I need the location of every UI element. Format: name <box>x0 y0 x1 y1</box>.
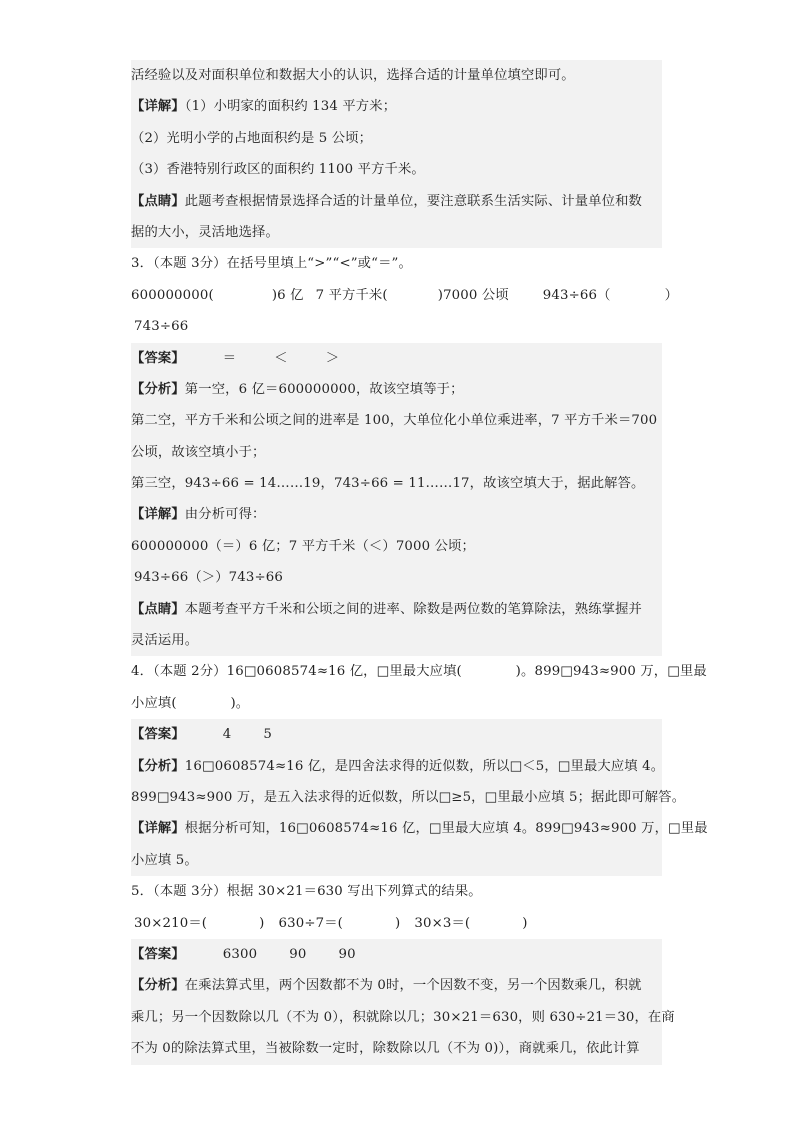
text: 第一空，6 亿＝600000000，故该空填等于； <box>184 381 464 397</box>
text: （2）光明小学的占地面积约是 5 公顷； <box>131 130 373 146</box>
text: ＜ <box>274 350 288 366</box>
detail-line <box>131 845 662 876</box>
detail-line <box>131 813 708 844</box>
text: 小应填 5。 <box>131 852 198 868</box>
answer-label: 【答案】 <box>131 946 185 962</box>
text: 5．（本题 3分）根据 30×21＝630 写出下列算式的结果。 <box>131 884 482 900</box>
text: ＞ <box>325 350 340 366</box>
text: 第三空，943÷66 = 14……19，743÷66 = 11……17，故该空填大于，据此解答。 <box>131 476 645 492</box>
analysis-line <box>131 1033 662 1064</box>
question-5-items <box>131 908 662 939</box>
text: 此题考查根据情景选择合适的计量单位，要注意联系生活实际、计量单位和数 <box>184 193 642 209</box>
text: 在乘法算式里，两个因数都不为 0时，一个因数不变，另一个因数乘几，积就 <box>184 978 642 994</box>
text: 90 <box>338 946 356 962</box>
analysis-label: 【分析】 <box>131 381 185 397</box>
text: ） <box>664 287 679 303</box>
text: 899□943≈900 万，是五入法求得的近似数，所以□≥5，□里最小应填 5；据此即可解答。 <box>131 789 686 805</box>
question-4-stem <box>131 656 707 687</box>
text: 5 <box>263 727 273 743</box>
question-4-stem <box>131 688 662 719</box>
analysis-line <box>131 751 665 782</box>
text: )6 亿 <box>271 287 304 303</box>
detail-label: 【详解】 <box>131 99 185 115</box>
comment-label: 【点睛】 <box>131 601 185 617</box>
text: 943÷66（＞）743÷66 <box>134 570 284 586</box>
text: 630÷7＝( <box>278 915 343 931</box>
analysis-line <box>131 405 662 436</box>
comment-label: 【点睛】 <box>131 193 185 209</box>
text: 90 <box>289 946 307 962</box>
analysis-line <box>131 782 686 813</box>
text: ) <box>522 915 528 931</box>
text: 灵活运用。 <box>131 633 199 649</box>
text: ) <box>259 915 265 931</box>
detail-line <box>131 499 662 530</box>
analysis-line <box>131 437 662 468</box>
text: 小应填( )。 <box>131 695 250 711</box>
comment-line <box>131 625 662 656</box>
text: 4 <box>222 727 232 743</box>
comment-line <box>131 217 662 248</box>
analysis-continuation <box>131 60 662 91</box>
text: 公顷，故该空填小于； <box>131 444 266 460</box>
text: 由分析可得： <box>184 507 266 523</box>
question-3-items <box>131 280 679 311</box>
comment-line <box>131 186 662 217</box>
analysis-line <box>131 1002 675 1033</box>
text: 本题考查平方千米和公顷之间的进率、除数是两位数的笔算除法，熟练掌握并 <box>184 601 642 617</box>
analysis-line <box>131 970 662 1001</box>
text: 743÷66 <box>134 319 189 335</box>
detail-line <box>131 123 662 154</box>
text: 30×3＝( <box>414 915 471 931</box>
text: 30×210＝( <box>134 915 208 931</box>
text: 活经验以及对面积单位和数据大小的认识，选择合适的计量单位填空即可。 <box>131 68 575 83</box>
question-5-stem <box>131 876 662 907</box>
question-3-stem <box>131 248 662 279</box>
question-3-items-cont <box>131 311 662 342</box>
answer-label: 【答案】 <box>131 350 185 366</box>
text: 7 平方千米( <box>315 287 388 303</box>
answer-line <box>131 939 662 970</box>
detail-line <box>131 562 662 593</box>
text: 600000000( <box>131 287 214 303</box>
detail-label: 【详解】 <box>131 821 185 837</box>
text: 根据分析可知，16□0608574≈16 亿，□里最大应填 4。899□943≈900 万，□里最 <box>184 821 708 837</box>
text: 乘几；另一个因数除以几（不为 0），积就除以几；30×21＝630，则 630÷21＝30，在商 <box>131 1009 675 1025</box>
comment-line <box>131 594 662 625</box>
text: 3．（本题 3分）在括号里填上“>”“<”或“＝”。 <box>131 256 412 272</box>
analysis-line <box>131 468 662 499</box>
document-body <box>131 60 708 1065</box>
text: 第二空，平方千米和公顷之间的进率是 100，大单位化小单位乘进率，7 平方千米＝700 <box>131 413 658 429</box>
analysis-label: 【分析】 <box>131 758 185 774</box>
text: 4．（本题 2分）16□0608574≈16 亿，□里最大应填( )。899□943≈900 万，□里最 <box>131 664 707 680</box>
text: ＝ <box>222 350 237 366</box>
text: 据的大小，灵活地选择。 <box>131 224 279 240</box>
text: 6300 <box>222 946 258 962</box>
text: )7000 公顷 <box>437 287 509 303</box>
text: 不为 0的除法算式里，当被除数一定时，除数除以几（不为 0)），商就乘几，依此计算 <box>131 1041 640 1057</box>
text: 16□0608574≈16 亿，是四舍法求得的近似数，所以□＜5，□里最大应填 4。 <box>184 758 665 774</box>
text: 600000000（＝）6 亿；7 平方千米（＜）7000 公顷； <box>131 538 475 554</box>
text: 943÷66（ <box>542 287 611 303</box>
detail-label: 【详解】 <box>131 507 185 523</box>
detail-line <box>131 91 662 122</box>
analysis-line <box>131 374 662 405</box>
detail-line <box>131 531 662 562</box>
answer-line <box>131 719 662 750</box>
detail-line <box>131 154 662 185</box>
text: （1）小明家的面积约 134 平方米； <box>184 99 397 115</box>
text: ) <box>395 915 401 931</box>
analysis-label: 【分析】 <box>131 978 185 994</box>
answer-label: 【答案】 <box>131 727 185 743</box>
text: （3）香港特别行政区的面积约 1100 平方千米。 <box>131 162 425 178</box>
answer-line <box>131 343 662 374</box>
